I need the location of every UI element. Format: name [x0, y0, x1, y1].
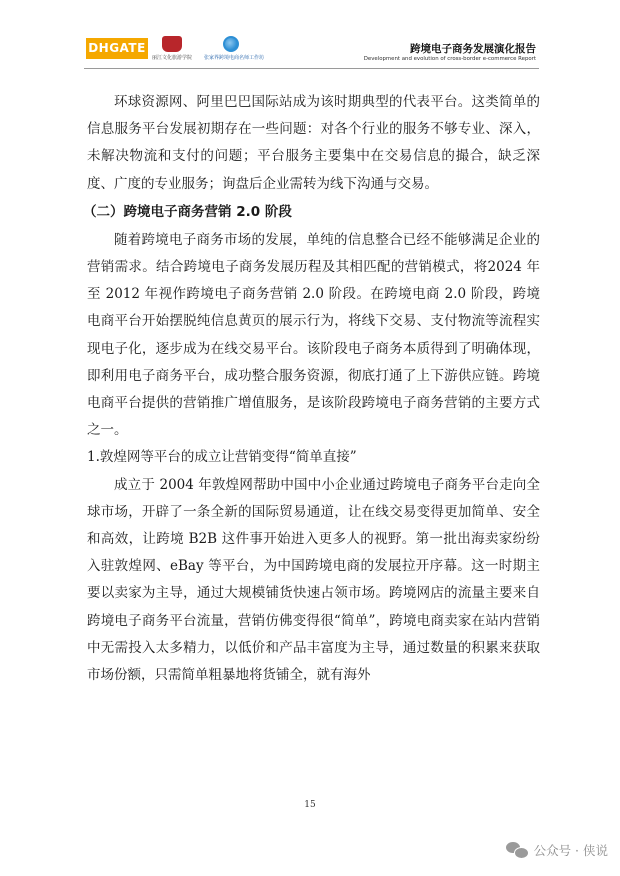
school-logo-caption: 丽江文化旅游学院 [152, 55, 193, 61]
report-subtitle: Development and evolution of cross-border e-commerce Report [363, 56, 536, 62]
wechat-icon [506, 841, 528, 859]
paragraph-1: 环球资源网、阿里巴巴国际站成为该时期典型的代表平台。这类简单的信息服务平台发展初期存在一些问题：对各个行业的服务不够专业、深入，未解决物流和支付的问题；平台服务主要集中在交易信息的撮合，缺乏深度、广度的专业服务；询盘后企业需转为线下沟通与交易。 [87, 94, 540, 192]
report-title: 跨境电子商务发展演化报告 [410, 43, 536, 55]
watermark-text: 公众号 · 侠说 [533, 843, 608, 858]
header-divider [84, 68, 539, 69]
dhgate-logo: DHGATE [86, 38, 148, 59]
studio-logo-caption: 张家界跨境电商名师工作坊 [204, 55, 265, 61]
numbered-heading: 1.敦煌网等平台的成立让营销变得“简单直接” [87, 449, 357, 466]
page-content [83, 89, 540, 689]
studio-logo [204, 36, 266, 62]
page-number: 15 [304, 800, 316, 810]
paragraph-2: 随着跨境电子商务市场的发展，单纯的信息整合已经不能够满足企业的营销需求。结合跨境电子商务发展历程及其相匹配的营销模式，将2024 年至 2012 年视作跨境电子商务营销 2.0 阶段。在跨境电商 2.0 阶段，跨境电商平台开始摆脱纯信息黄页的展示行为，将线下交易、支付物流等流程实现电子化，逐步成为在线交易平台。该阶段电子商务本质得到了明确体现，即利用电子商务平台，成功整合服务资源，彻底打通了上下游供应链。跨境电商平台提供的营销推广增值服务，是该阶段跨境电子商务营销的主要方式之一。 [87, 231, 540, 439]
paragraph-3: 成立于 2004 年敦煌网帮助中国中小企业通过跨境电子商务平台走向全球市场，开辟了一条全新的国际贸易通道，让在线交易变得更加简单、安全和高效，让跨境 B2B 这件事开始进入更多人的视野。第一批出海卖家纷纷入驻敦煌网、eBay 等平台，为中国跨境电商的发展拉开序幕。这一时期主要以卖家为主导，通过大规模铺货快速占领市场。跨境网店的流量主要来自跨境电子商务平台流量，营销仿佛变得很“简单”，跨境电商卖家在站内营销中无需投入太多精力，以低价和产品丰富度为主导，通过数量的积累来获取市场份额，只需简单粗暴地将货铺全，就有海外 [87, 476, 540, 684]
globe-icon [223, 36, 239, 52]
page-header [0, 0, 620, 72]
watermark [506, 838, 608, 862]
school-logo [152, 36, 200, 62]
school-seal-icon [162, 36, 182, 52]
section-heading: （二）跨境电子商务营销 2.0 阶段 [83, 203, 292, 220]
